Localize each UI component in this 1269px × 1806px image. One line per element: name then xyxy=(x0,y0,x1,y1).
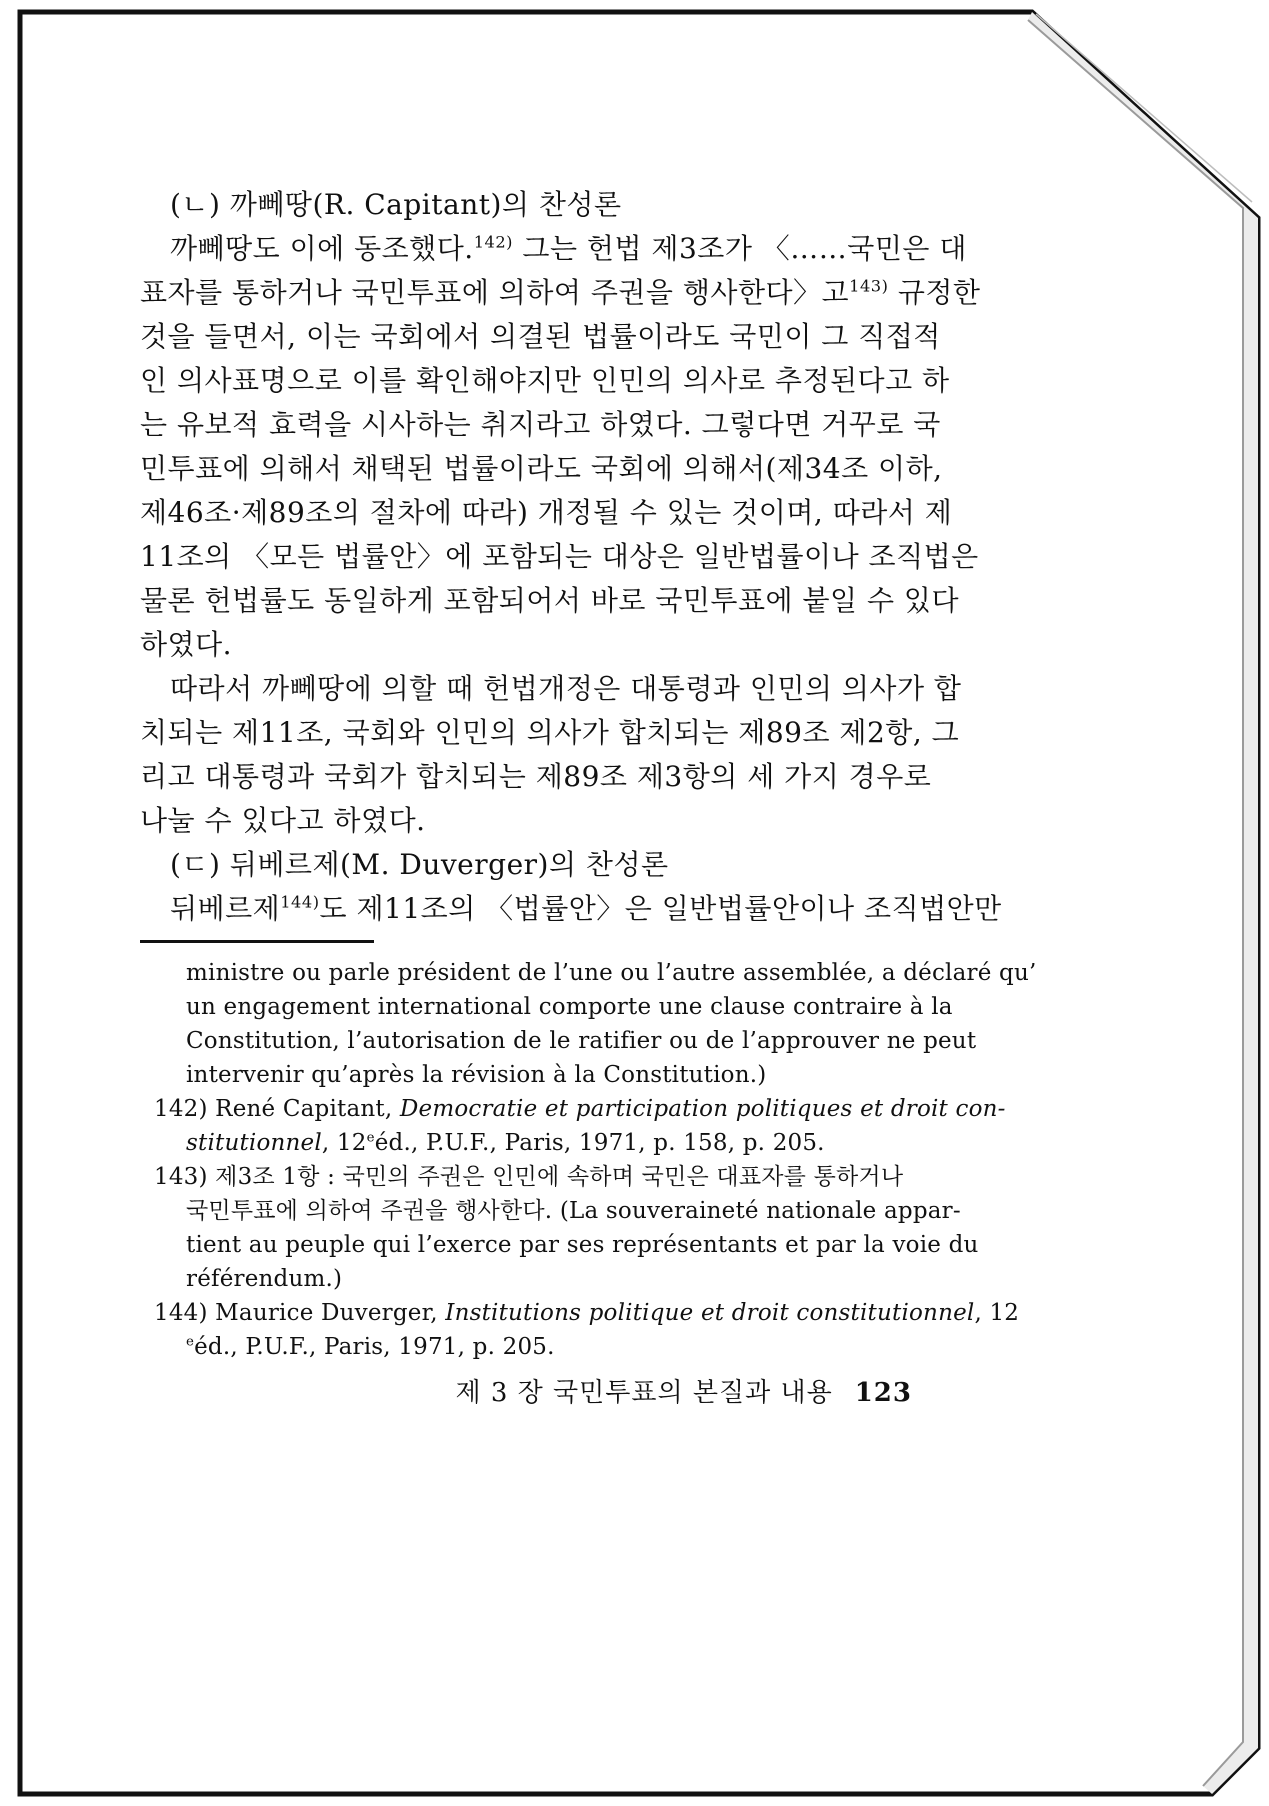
text-segment: 물론 헌법률도 동일하게 포함되어서 바로 국민투표에 붙일 수 있다 xyxy=(140,584,960,617)
text-line xyxy=(140,711,960,755)
footnotes xyxy=(140,956,1037,1364)
text-segment: stitutionnel xyxy=(186,1130,322,1156)
text-segment: 표자를 통하거나 국민투표에 의하여 주권을 행사한다〉고 xyxy=(140,276,850,309)
footnote-ref: 143) xyxy=(849,276,889,296)
text-line xyxy=(140,755,930,799)
text-line xyxy=(140,1296,1020,1330)
text-line xyxy=(140,535,979,579)
text-segment: 11조의 〈모든 법률안〉에 포함되는 대상은 일반법률이나 조직법은 xyxy=(140,540,979,573)
text-segment: 규정한 xyxy=(888,276,981,309)
text-segment: 도 제11조의 〈법률안〉은 일반법률안이나 조직법안만 xyxy=(319,892,1002,925)
text-segment: 144) Maurice Duverger, xyxy=(154,1300,446,1326)
text-segment: (ㄴ) 까뻬땅(R. Capitant)의 찬성론 xyxy=(170,188,622,221)
text-line xyxy=(140,1024,977,1058)
chapter-title: 제 3 장 국민투표의 본질과 내용 xyxy=(455,1378,833,1408)
text-segment: (ㄷ) 뒤베르제(M. Duverger)의 찬성론 xyxy=(170,848,669,881)
text-segment: 국민투표에 의하여 주권을 행사한다. (La souveraineté nationale appar- xyxy=(186,1198,961,1224)
text-segment: 민투표에 의해서 채택된 법률이라도 국회에 의해서(제34조 이하, xyxy=(140,452,943,485)
text-line xyxy=(140,491,953,535)
text-segment: un engagement international comporte une clause contraire à la xyxy=(186,994,953,1020)
text-segment: 그는 헌법 제3조가 〈……국민은 대 xyxy=(513,232,967,265)
text-segment: 하였다. xyxy=(140,628,233,661)
text-line xyxy=(140,1058,940,1092)
text-segment: 뒤베르제 xyxy=(170,892,281,925)
footnote-ref: 144) xyxy=(280,892,320,912)
footnote-separator xyxy=(140,940,374,943)
text-line xyxy=(140,887,1002,931)
text-line xyxy=(140,403,941,447)
text-line xyxy=(140,1194,961,1228)
text-line xyxy=(140,315,941,359)
text-line xyxy=(140,843,930,887)
text-segment: 142) René Capitant, xyxy=(154,1096,400,1122)
text-segment: 리고 대통령과 국회가 합치되는 제89조 제3항의 세 가지 경우로 xyxy=(140,760,932,793)
text-line xyxy=(140,1228,979,1262)
text-line xyxy=(140,579,960,623)
text-segment: 치되는 제11조, 국회와 인민의 의사가 합치되는 제89조 제2항, 그 xyxy=(140,716,960,749)
text-line xyxy=(140,359,950,403)
text-line xyxy=(140,1092,1006,1126)
text-line xyxy=(140,271,981,315)
text-segment: référendum.) xyxy=(186,1266,343,1292)
text-line xyxy=(140,1330,940,1364)
text-segment: éd., P.U.F., Paris, 1971, p. 158, p. 205. xyxy=(374,1130,825,1156)
text-segment: 따라서 까뻬땅에 의할 때 헌법개정은 대통령과 인민의 의사가 합 xyxy=(170,672,962,705)
text-line xyxy=(140,183,930,227)
text-segment: tient au peuple qui l’exerce par ses représentants et par la voie du xyxy=(186,1232,979,1258)
text-segment: 인 의사표명으로 이를 확인해야지만 인민의 의사로 추정된다고 하 xyxy=(140,364,950,397)
text-line xyxy=(140,1126,940,1160)
footnote-ref: e xyxy=(366,1130,375,1146)
text-line xyxy=(140,799,930,843)
text-line xyxy=(140,623,930,667)
text-segment: 제46조·제89조의 절차에 따라) 개정될 수 있는 것이며, 따라서 제 xyxy=(140,496,953,529)
page-number: 123 xyxy=(854,1378,912,1408)
text-segment: , 12 xyxy=(974,1300,1020,1326)
text-line xyxy=(140,1262,940,1296)
text-segment: 까뻬땅도 이에 동조했다. xyxy=(170,232,474,265)
text-line xyxy=(140,227,967,271)
page-footer xyxy=(140,1372,912,1409)
text-segment: Democratie et participation politiques et droit con- xyxy=(399,1096,1006,1122)
text-segment: ministre ou parle président de l’une ou l’autre assemblée, a déclaré qu’ xyxy=(186,960,1037,986)
text-segment: Institutions politique et droit constitutionnel xyxy=(445,1300,975,1326)
text-segment: 것을 들면서, 이는 국회에서 의결된 법률이라도 국민이 그 직접적 xyxy=(140,320,941,353)
text-line xyxy=(140,956,1037,990)
text-segment: 143) 제3조 1항 : 국민의 주권은 인민에 속하며 국민은 대표자를 통하거나 xyxy=(154,1164,904,1190)
main-text-block xyxy=(140,183,1002,931)
text-line xyxy=(140,667,962,711)
text-segment: éd., P.U.F., Paris, 1971, p. 205. xyxy=(194,1334,555,1360)
text-segment: , 12 xyxy=(321,1130,367,1156)
text-line xyxy=(140,990,953,1024)
text-segment: 는 유보적 효력을 시사하는 취지라고 하였다. 그렇다면 거꾸로 국 xyxy=(140,408,941,441)
text-line xyxy=(140,1160,940,1194)
text-segment: Constitution, l’autorisation de le ratifier ou de l’approuver ne peut xyxy=(186,1028,977,1054)
text-segment: 나눌 수 있다고 하였다. xyxy=(140,804,426,837)
text-segment: intervenir qu’après la révision à la Constitution.) xyxy=(186,1062,767,1088)
text-line xyxy=(140,447,943,491)
footnote-ref: 142) xyxy=(473,232,514,252)
footnote-ref: e xyxy=(186,1334,195,1350)
